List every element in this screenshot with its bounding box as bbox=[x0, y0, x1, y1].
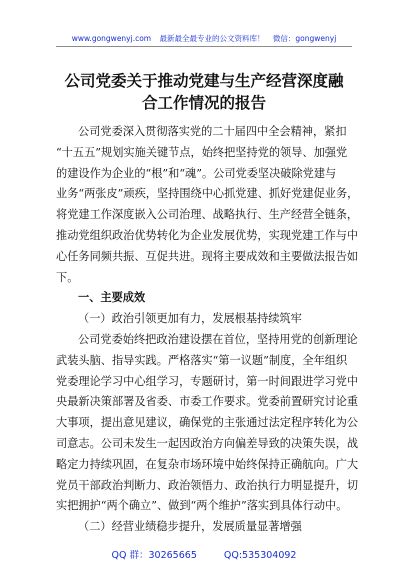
intro-paragraph bbox=[56, 122, 359, 288]
header-divider bbox=[56, 46, 352, 47]
section-heading: 一、主要成效 bbox=[78, 291, 146, 305]
intro-line: 推动党组织政治优势转化为企业发展优势，实现党建工作与中 bbox=[56, 228, 359, 242]
intro-line: 下。 bbox=[56, 270, 79, 284]
document-title bbox=[56, 70, 352, 114]
subsection-heading-1: （一）政治引领更加有力，发展根基持续筑牢 bbox=[78, 312, 302, 326]
paragraph-line: 略定力持续巩固，在复杂市场环境中始终保持正确航向。广大 bbox=[56, 457, 359, 471]
site-header bbox=[0, 33, 408, 44]
footer-qq-group: QQ 群：30265665 bbox=[111, 550, 197, 561]
intro-line: 公司党委深入贯彻落实党的二十届四中全会精神，紧扣 bbox=[78, 125, 347, 138]
paragraph-line: 实把拥护“两个确立”、做到“两个维护”落实到具体行动中。 bbox=[56, 499, 348, 513]
paragraph-line: 大事项，提出意见建议，确保党的主张通过法定程序转化为公 bbox=[56, 416, 359, 430]
paragraph-line: 党委理论学习中心组学习，专题研讨，第一时间跟进学习党中 bbox=[56, 374, 359, 388]
paragraph-line: 党员干部政治判断力、政治领悟力、政治执行力明显提升，切 bbox=[56, 478, 359, 492]
title-line-1: 公司党委关于推动党建与生产经营深度融 bbox=[64, 72, 344, 90]
intro-line: 心任务同频共振、互促共进。现将主要成效和主要做法报告如 bbox=[56, 249, 359, 263]
paragraph-line: 央最新决策部署及省委、市委工作要求。党委前置研究讨论重 bbox=[56, 395, 359, 409]
subsection-heading-2: （二）经营业绩稳步提升，发展质量显著增强 bbox=[78, 520, 302, 534]
site-footer bbox=[0, 547, 408, 561]
footer-qq: QQ:535304092 bbox=[223, 550, 297, 561]
document-body bbox=[56, 122, 359, 538]
section1-paragraph bbox=[56, 330, 359, 517]
intro-line: 将党建工作深度嵌入公司治理、战略执行、生产经营全链条， bbox=[56, 208, 359, 222]
header-slogan: 最新最全最专业的公文资料库！ bbox=[159, 34, 265, 43]
header-site-url[interactable]: www.gongwenyj.com bbox=[71, 34, 152, 43]
paragraph-line: 公司党委始终把政治建设摆在首位，坚持用党的创新理论 bbox=[78, 332, 358, 346]
intro-line: “十五五”规划实施关键节点，始终把坚持党的领导、加强党 bbox=[56, 145, 348, 159]
intro-line: 的建设作为企业的“根”和“魂”。公司党委坚决破除党建与 bbox=[56, 166, 337, 180]
header-wechat: 微信：gongwenyj bbox=[272, 34, 337, 43]
intro-line: 业务“两张皮”顽疾，坚持围绕中心抓党建、抓好党建促业务， bbox=[56, 187, 359, 201]
paragraph-line: 武装头脑、指导实践。严格落实“第一议题”制度，全年组织 bbox=[56, 353, 348, 367]
paragraph-line: 司意志。公司未发生一起因政治方向偏差导致的决策失误，战 bbox=[56, 436, 359, 450]
title-line-2: 合工作情况的报告 bbox=[141, 94, 266, 112]
